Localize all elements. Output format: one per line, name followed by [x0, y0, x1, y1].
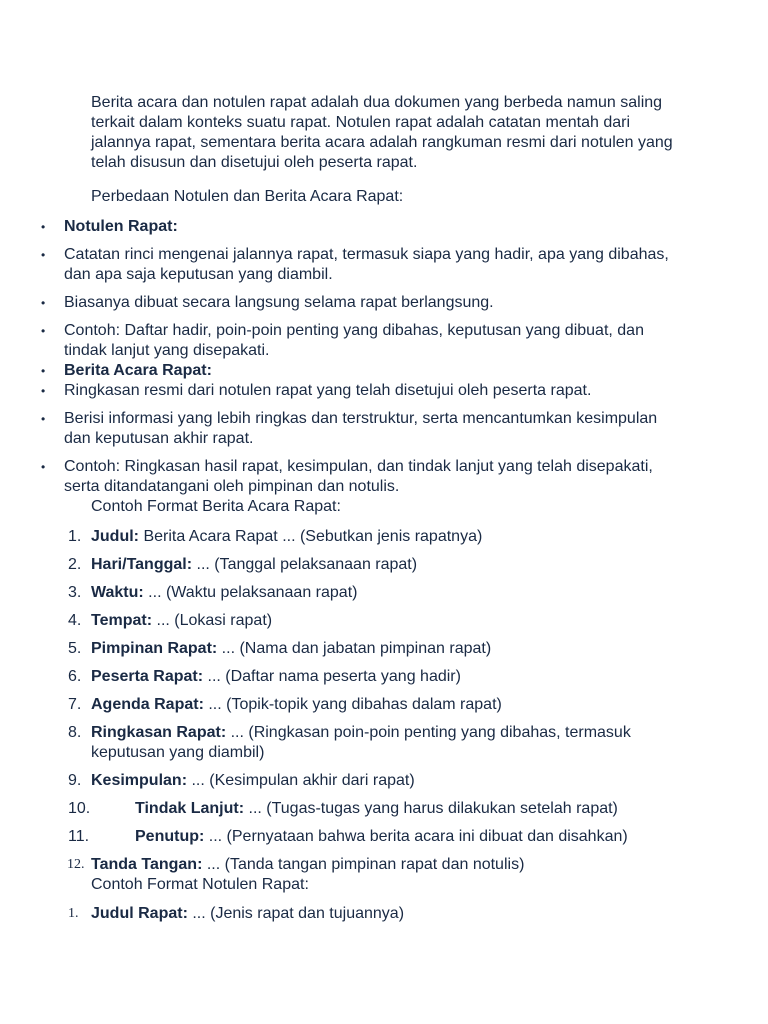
- item-number: 5.: [68, 640, 82, 657]
- numbered-item: [68, 667, 691, 687]
- item-label: Waktu:: [91, 584, 144, 601]
- berita-title: Berita Acara Rapat:: [64, 362, 212, 379]
- item-text: ... (Kesimpulan akhir dari rapat): [187, 772, 415, 789]
- item-text: ... (Waktu pelaksanaan rapat): [143, 584, 358, 601]
- numbered-item: [68, 583, 691, 603]
- item-text: ... (Tugas-tugas yang harus dilakukan setelah rapat): [244, 800, 618, 817]
- list-item-text: Catatan rinci mengenai jalannya rapat, termasuk siapa yang hadir, apa yang dibahas, dan apa saja keputusan yang diambil.: [64, 246, 669, 283]
- bullet-icon: •: [41, 296, 46, 310]
- item-number: 10.: [68, 800, 91, 817]
- item-text: ... (Tanggal pelaksanaan rapat): [192, 556, 418, 573]
- item-label: Peserta Rapat:: [91, 668, 204, 685]
- item-label: Penutup:: [135, 828, 205, 845]
- numbered-item: [68, 555, 691, 575]
- item-label: Judul Rapat:: [91, 905, 188, 922]
- item-text: ... (Tanda tangan pimpinan rapat dan notulis): [202, 856, 525, 873]
- item-number: 7.: [68, 696, 82, 713]
- numbered-item: [68, 611, 691, 631]
- item-text: ... (Nama dan jabatan pimpinan rapat): [217, 640, 492, 657]
- numbered-item: [68, 527, 691, 547]
- item-label: Judul:: [91, 528, 139, 545]
- item-label: Agenda Rapat:: [91, 696, 204, 713]
- item-label: Hari/Tanggal:: [91, 556, 193, 573]
- item-text: ... (Pernyataan bahwa berita acara ini dibuat dan disahkan): [204, 828, 628, 845]
- numbered-item: [68, 723, 691, 763]
- list-item: [41, 381, 684, 401]
- list-item-text: Berisi informasi yang lebih ringkas dan terstruktur, serta mencantumkan kesimpulan dan keputusan akhir rapat.: [64, 410, 658, 447]
- notulen-title-item: [41, 217, 684, 237]
- item-text: ... (Topik-topik yang dibahas dalam rapat): [203, 696, 502, 713]
- item-label: Tindak Lanjut:: [135, 800, 245, 817]
- item-label: Kesimpulan:: [91, 772, 188, 789]
- bullet-icon: •: [41, 220, 46, 234]
- list-item: [41, 321, 684, 361]
- list-item: [41, 457, 684, 497]
- bullet-icon: •: [41, 248, 46, 262]
- item-number: 1.: [68, 906, 79, 921]
- item-number: 6.: [68, 668, 82, 685]
- bullet-icon: •: [41, 412, 46, 426]
- item-number: 9.: [68, 772, 82, 789]
- item-label: Ringkasan Rapat:: [91, 724, 227, 741]
- list-item-text: Biasanya dibuat secara langsung selama rapat berlangsung.: [64, 294, 494, 311]
- item-number: 11.: [68, 828, 90, 845]
- item-number: 2.: [68, 556, 82, 573]
- list-item-text: Ringkasan resmi dari notulen rapat yang telah disetujui oleh peserta rapat.: [64, 382, 592, 399]
- item-label: Tanda Tangan:: [91, 856, 203, 873]
- item-number: 4.: [68, 612, 82, 629]
- format-berita-heading: Contoh Format Berita Acara Rapat:: [91, 498, 341, 515]
- numbered-item: [68, 799, 735, 819]
- numbered-item: [68, 904, 691, 924]
- numbered-item: [68, 695, 691, 715]
- intro-paragraph: Berita acara dan notulen rapat adalah dua dokumen yang berbeda namun saling terkait dalam konteks suatu rapat. Notulen rapat adalah catatan mentah dari jalannya rapat, sementara berita acara adalah rangkuman resmi dari notulen yang telah disusun dan disetujui oleh peserta rapat.: [91, 94, 673, 171]
- list-item: [41, 409, 684, 449]
- item-text: ... (Ringkasan poin-poin penting yang dibahas, termasuk keputusan yang diambil): [91, 724, 631, 761]
- item-text: Berita Acara Rapat ... (Sebutkan jenis rapatnya): [139, 528, 483, 545]
- notulen-title: Notulen Rapat:: [64, 218, 178, 235]
- item-label: Tempat:: [91, 612, 153, 629]
- bullet-icon: •: [41, 324, 46, 338]
- list-item-text: Contoh: Daftar hadir, poin-poin penting yang dibahas, keputusan yang dibuat, dan tindak lanjut yang disepakati.: [64, 322, 644, 359]
- list-item: [41, 293, 684, 313]
- item-label: Pimpinan Rapat:: [91, 640, 218, 657]
- item-number: 1.: [68, 528, 82, 545]
- bullet-icon: •: [41, 384, 46, 398]
- item-number: 8.: [68, 724, 82, 741]
- numbered-item: [68, 771, 691, 791]
- item-text: ... (Lokasi rapat): [152, 612, 273, 629]
- difference-heading: Perbedaan Notulen dan Berita Acara Rapat:: [91, 188, 404, 205]
- item-number: 3.: [68, 584, 82, 601]
- numbered-item: [67, 855, 691, 875]
- format-notulen-heading: Contoh Format Notulen Rapat:: [91, 876, 309, 893]
- berita-title-item: [41, 361, 684, 381]
- bullet-icon: •: [41, 364, 46, 378]
- numbered-item: [68, 827, 735, 847]
- numbered-item: [68, 639, 691, 659]
- bullet-icon: •: [41, 460, 46, 474]
- item-text: ... (Daftar nama peserta yang hadir): [203, 668, 461, 685]
- item-number: 12.: [67, 857, 85, 872]
- item-text: ... (Jenis rapat dan tujuannya): [187, 905, 405, 922]
- list-item: [41, 245, 684, 285]
- list-item-text: Contoh: Ringkasan hasil rapat, kesimpulan, dan tindak lanjut yang telah disepakati, serta ditandatangani oleh pimpinan dan notulis.: [64, 458, 653, 495]
